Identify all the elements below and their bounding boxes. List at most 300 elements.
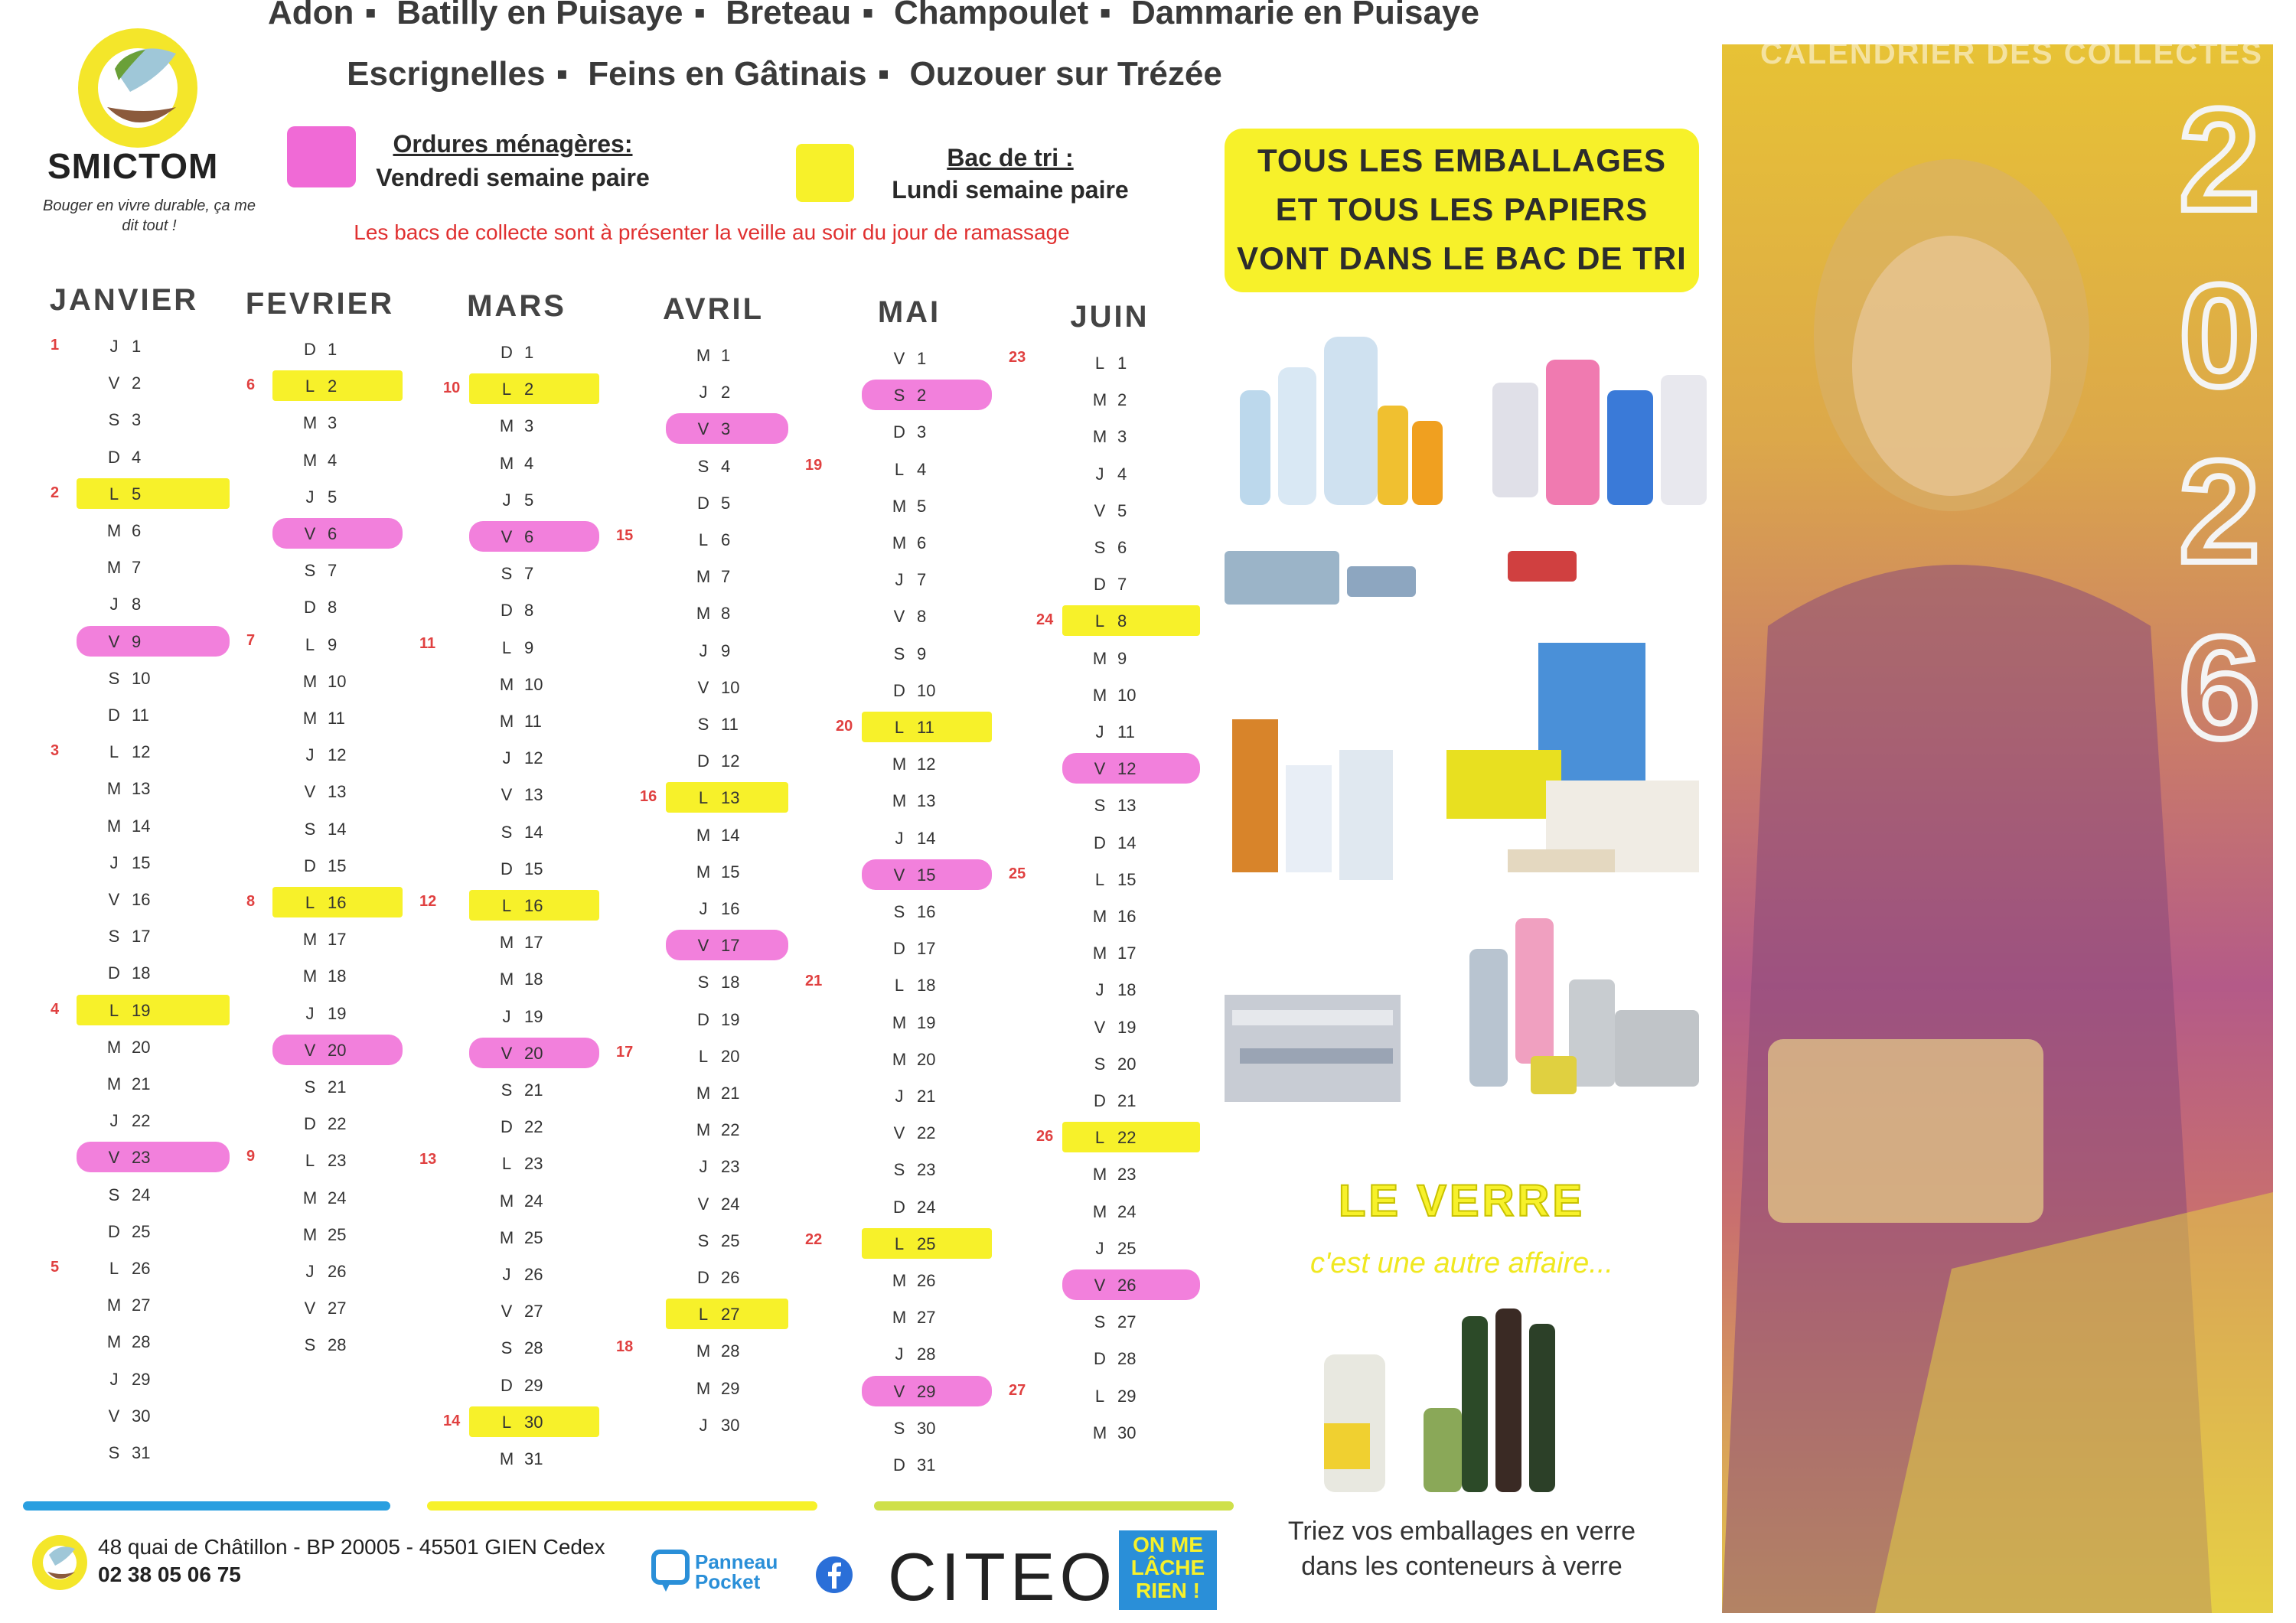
- day-row: [871, 561, 1024, 595]
- day-number: 6: [328, 524, 338, 543]
- day-number: 11: [328, 709, 345, 728]
- weekday-letter: D: [501, 859, 513, 878]
- weekday-letter: M: [1092, 390, 1107, 410]
- day-number: 16: [1117, 907, 1137, 926]
- panneau-pocket-label[interactable]: Panneau Pocket: [695, 1550, 778, 1593]
- day-row: [1071, 898, 1225, 931]
- day-row: [478, 629, 631, 663]
- day-row: [675, 1185, 828, 1219]
- day-row: [86, 660, 239, 693]
- day-number: 7: [721, 567, 731, 587]
- day-row: [86, 1139, 239, 1172]
- weekday-letter: J: [305, 1003, 315, 1023]
- year-digit: 2: [2179, 79, 2260, 241]
- day-number: 14: [721, 825, 740, 845]
- weekday-letter: M: [892, 533, 907, 552]
- week-number: 12: [419, 893, 437, 910]
- panneau-pocket-icon[interactable]: [651, 1549, 690, 1593]
- day-number: 31: [917, 1455, 936, 1475]
- day-number: 12: [721, 751, 740, 771]
- weekday-letter: L: [698, 1046, 709, 1066]
- day-row: [86, 1434, 239, 1468]
- weekday-letter: M: [499, 1449, 514, 1468]
- day-number: 30: [524, 1412, 543, 1432]
- day-row: [282, 1068, 435, 1102]
- commune: Batilly en Puisaye: [396, 0, 683, 31]
- weekday-letter: S: [893, 644, 905, 663]
- day-row: [86, 770, 239, 803]
- day-row: [478, 518, 634, 552]
- weekday-letter: M: [1092, 648, 1107, 668]
- day-row: [86, 1397, 239, 1431]
- day-row: [675, 1259, 828, 1292]
- day-number: 14: [524, 822, 543, 842]
- weekday-letter: L: [1094, 869, 1105, 889]
- weekday-letter: M: [499, 712, 514, 731]
- weekday-letter: L: [894, 1234, 905, 1253]
- week-number: 18: [616, 1338, 634, 1356]
- weekday-letter: D: [304, 340, 316, 359]
- day-row: [675, 927, 828, 960]
- day-row: [478, 998, 631, 1031]
- day-number: 22: [132, 1111, 151, 1131]
- day-row: [1071, 1377, 1225, 1411]
- day-row: [1071, 1414, 1225, 1448]
- week-number: 4: [51, 1000, 60, 1018]
- day-number: 27: [1117, 1312, 1137, 1332]
- day-row: [1071, 676, 1225, 710]
- day-row: [1071, 418, 1225, 451]
- weekday-letter: M: [302, 930, 318, 950]
- weekday-letter: S: [501, 822, 513, 842]
- day-row: [1071, 565, 1225, 599]
- day-row: [86, 1102, 239, 1136]
- weekday-letter: V: [108, 373, 120, 393]
- weekday-letter: L: [109, 1000, 119, 1020]
- day-number: 6: [917, 533, 927, 552]
- day-row: [675, 1406, 828, 1440]
- day-row: [871, 1151, 1024, 1185]
- day-number: 13: [917, 791, 936, 811]
- day-number: 4: [524, 453, 534, 473]
- weekday-letter: J: [895, 828, 904, 848]
- weekday-letter: S: [108, 927, 120, 947]
- day-row: [675, 669, 828, 702]
- day-row: [871, 487, 1024, 521]
- weekday-letter: D: [893, 422, 905, 442]
- day-row: [1071, 861, 1225, 895]
- year-digit: 0: [2179, 255, 2260, 417]
- day-row: [86, 549, 239, 582]
- day-number: 25: [1117, 1238, 1137, 1258]
- day-row: [1071, 455, 1225, 489]
- weekday-letter: S: [501, 1338, 513, 1358]
- weekday-letter: J: [109, 595, 119, 614]
- day-number: 24: [524, 1191, 543, 1211]
- tri-day: Lundi semaine paire: [892, 176, 1129, 204]
- day-row: [86, 1028, 239, 1062]
- weekday-letter: J: [1095, 980, 1104, 1000]
- cartons-image: [1232, 643, 1699, 880]
- phone[interactable]: 02 38 05 06 75: [98, 1563, 241, 1586]
- day-row: [1071, 787, 1225, 820]
- weekday-letter: L: [698, 1305, 709, 1325]
- weekday-letter: J: [305, 1262, 315, 1281]
- day-number: 16: [328, 893, 347, 912]
- weekday-letter: D: [304, 598, 316, 618]
- weekday-letter: L: [698, 788, 709, 808]
- weekday-letter: L: [894, 976, 905, 996]
- day-row: [871, 1004, 1024, 1038]
- day-number: 2: [328, 376, 338, 396]
- ordures-day: Vendredi semaine paire: [376, 164, 650, 191]
- day-row: [675, 1074, 828, 1108]
- day-number: 24: [721, 1194, 740, 1214]
- weekday-letter: V: [893, 607, 905, 627]
- on-me-lache-rien-logo: ON ME LÂCHE RIEN !: [1119, 1530, 1217, 1610]
- day-number: 30: [721, 1415, 740, 1435]
- weekday-letter: V: [501, 1043, 513, 1063]
- verre-note-line-1: Triez vos emballages en verre: [1287, 1517, 1636, 1546]
- day-row: [282, 663, 435, 696]
- commune: Champoulet: [893, 0, 1089, 31]
- day-number: 30: [1117, 1423, 1137, 1442]
- weekday-letter: L: [698, 530, 709, 549]
- citeo-logo: CITEO: [888, 1539, 1117, 1615]
- day-row: [871, 413, 1024, 447]
- day-number: 30: [917, 1418, 936, 1438]
- ordures-swatch: [287, 126, 356, 187]
- day-number: 4: [328, 450, 338, 470]
- weekday-letter: V: [501, 1302, 513, 1322]
- day-number: 27: [917, 1308, 936, 1328]
- weekday-letter: L: [305, 376, 315, 396]
- weekday-letter: J: [895, 1087, 904, 1106]
- weekday-letter: M: [696, 825, 711, 845]
- weekday-letter: V: [893, 1381, 905, 1401]
- day-row: [282, 736, 435, 770]
- footer-logo-icon: [29, 1532, 90, 1593]
- day-number: 4: [721, 456, 731, 476]
- year-digit: 6: [2179, 607, 2260, 769]
- day-row: [871, 893, 1024, 927]
- day-row: [871, 966, 1024, 1000]
- day-number: 2: [524, 380, 534, 399]
- day-number: 11: [721, 715, 739, 734]
- day-number: 20: [328, 1040, 347, 1060]
- weekday-letter: J: [109, 337, 119, 356]
- weekday-letter: M: [106, 521, 122, 540]
- day-number: 22: [721, 1120, 740, 1140]
- day-row: [871, 1299, 1024, 1332]
- day-number: 10: [917, 680, 936, 700]
- day-number: 4: [1117, 464, 1127, 484]
- day-row: [282, 588, 435, 622]
- weekday-letter: V: [304, 782, 316, 802]
- weekday-letter: J: [1095, 464, 1104, 484]
- weekday-letter: L: [109, 484, 119, 504]
- day-row: [675, 484, 828, 518]
- day-number: 24: [1117, 1201, 1137, 1221]
- weekday-letter: L: [501, 380, 512, 399]
- week-number: 14: [443, 1412, 461, 1429]
- day-row: [871, 820, 1024, 853]
- promo-line-1: TOUS LES EMBALLAGES: [1257, 142, 1666, 178]
- day-row: [871, 1114, 1024, 1148]
- weekday-letter: D: [697, 1009, 709, 1029]
- communes-line-2: Escrignelles ▪ Feins en Gâtinais ▪ Ouzouer sur Trézée: [347, 55, 1222, 93]
- weekday-letter: M: [696, 346, 711, 365]
- weekday-letter: J: [699, 899, 708, 918]
- day-number: 22: [524, 1117, 543, 1137]
- weekday-letter: M: [892, 1308, 907, 1328]
- communes-line-1: Adon ▪ Batilly en Puisaye ▪ Breteau ▪ Champoulet ▪ Dammarie en Puisaye: [268, 0, 1301, 32]
- day-row: [871, 1188, 1024, 1222]
- day-row: [478, 924, 631, 957]
- commune: Breteau: [726, 0, 852, 31]
- day-number: 5: [917, 496, 927, 516]
- weekday-letter: M: [499, 453, 514, 473]
- day-row: [675, 742, 828, 776]
- promo-line-3: VONT DANS LE BAC DE TRI: [1237, 240, 1687, 276]
- day-row: [871, 1041, 1024, 1074]
- day-row: [1071, 1009, 1225, 1042]
- weekday-letter: D: [304, 855, 316, 875]
- weekday-letter: V: [893, 865, 905, 885]
- day-number: 8: [917, 607, 927, 627]
- detergent-bottles-image: [1492, 360, 1707, 582]
- weekday-letter: J: [109, 1369, 119, 1389]
- day-number: 26: [132, 1259, 151, 1278]
- day-number: 2: [721, 383, 731, 402]
- week-number: 17: [616, 1043, 634, 1061]
- day-number: 4: [132, 447, 142, 467]
- calendar-title: CALENDRIER DES COLLECTES: [1760, 37, 2263, 70]
- day-row: [871, 598, 1024, 631]
- day-row: [478, 666, 631, 699]
- day-number: 18: [721, 973, 740, 992]
- day-number: 20: [132, 1037, 151, 1057]
- weekday-letter: V: [1094, 500, 1106, 520]
- day-number: 24: [132, 1185, 151, 1204]
- day-number: 12: [1117, 759, 1137, 779]
- day-number: 25: [721, 1230, 740, 1250]
- weekday-letter: S: [697, 456, 709, 476]
- day-number: 9: [328, 634, 338, 654]
- day-row: [1071, 824, 1225, 858]
- weekday-letter: M: [892, 754, 907, 774]
- month-name: JUIN: [1070, 300, 1150, 334]
- promo-box: [1225, 129, 1699, 292]
- day-number: 15: [917, 865, 936, 885]
- week-number: 8: [246, 893, 256, 910]
- facebook-icon[interactable]: [814, 1555, 854, 1595]
- day-row: [675, 595, 828, 628]
- day-row: [1071, 602, 1225, 636]
- weekday-letter: J: [502, 748, 511, 768]
- day-number: 23: [524, 1154, 543, 1174]
- day-row: [871, 1373, 1024, 1406]
- weekday-letter: D: [501, 343, 513, 362]
- weekday-letter: S: [1094, 538, 1106, 557]
- day-number: 8: [132, 595, 142, 614]
- day-row: [86, 512, 239, 546]
- day-row: [1071, 1340, 1225, 1374]
- weekday-letter: J: [699, 383, 708, 402]
- weekday-letter: M: [696, 567, 711, 587]
- week-number: 3: [51, 742, 60, 760]
- day-row: [282, 1179, 435, 1213]
- week-number: 20: [836, 718, 853, 735]
- day-number: 19: [1117, 1017, 1137, 1037]
- day-row: [675, 632, 828, 666]
- day-number: 8: [1117, 611, 1127, 631]
- day-number: 13: [132, 779, 151, 799]
- month-name: AVRIL: [662, 292, 765, 326]
- day-number: 29: [524, 1375, 543, 1395]
- day-row: [86, 1213, 239, 1247]
- week-number: 2: [51, 484, 60, 501]
- day-number: 6: [524, 527, 534, 546]
- day-number: 3: [328, 413, 338, 433]
- year-digit: 2: [2179, 431, 2260, 593]
- day-row: [86, 807, 239, 841]
- commune: Adon: [268, 0, 354, 31]
- day-number: 11: [1117, 722, 1135, 741]
- day-number: 4: [917, 459, 927, 479]
- day-number: 1: [524, 343, 534, 362]
- weekday-letter: J: [895, 570, 904, 590]
- weekday-letter: M: [696, 1120, 711, 1140]
- weekday-letter: L: [305, 1151, 315, 1171]
- weekday-letter: V: [304, 1299, 316, 1318]
- day-row: [871, 340, 1024, 373]
- weekday-letter: D: [697, 1268, 709, 1287]
- day-row: [871, 672, 1024, 706]
- day-row: [478, 592, 631, 625]
- weekday-letter: L: [1094, 611, 1105, 631]
- week-number: 26: [1036, 1128, 1054, 1146]
- weekday-letter: J: [699, 1157, 708, 1177]
- day-number: 16: [132, 890, 151, 909]
- day-number: 23: [132, 1148, 151, 1168]
- day-row: [86, 623, 239, 657]
- day-number: 31: [132, 1443, 151, 1462]
- day-row: [478, 1071, 631, 1105]
- weekday-letter: V: [304, 1040, 316, 1060]
- weekday-letter: V: [108, 890, 120, 909]
- weekday-letter: L: [501, 896, 512, 915]
- day-number: 17: [1117, 943, 1137, 963]
- weekday-letter: D: [501, 1375, 513, 1395]
- day-number: 15: [524, 859, 543, 878]
- tri-title: Bac de tri :: [947, 144, 1074, 171]
- commune: Ouzouer sur Trézée: [909, 55, 1222, 93]
- weekday-letter: M: [302, 966, 318, 986]
- day-row: [675, 1001, 828, 1035]
- weekday-letter: M: [1092, 1201, 1107, 1221]
- weekday-letter: L: [1094, 1128, 1105, 1148]
- day-number: 20: [1117, 1054, 1137, 1074]
- verre-note-line-2: dans les conteneurs à verre: [1301, 1552, 1623, 1581]
- day-row: [1071, 1082, 1225, 1116]
- weekday-letter: M: [499, 416, 514, 436]
- day-row: [282, 552, 435, 585]
- weekday-letter: S: [304, 561, 316, 581]
- day-row: [478, 481, 631, 515]
- weekday-letter: J: [109, 1111, 119, 1131]
- day-number: 19: [721, 1009, 740, 1029]
- day-number: 9: [1117, 648, 1127, 668]
- day-number: 28: [328, 1335, 347, 1355]
- weekday-letter: L: [305, 634, 315, 654]
- weekday-letter: D: [1094, 575, 1106, 595]
- day-row: [1071, 344, 1225, 378]
- weekday-letter: M: [1092, 1423, 1107, 1442]
- day-row: [282, 884, 435, 917]
- day-number: 19: [917, 1012, 936, 1032]
- day-number: 5: [132, 484, 142, 504]
- weekday-letter: S: [501, 564, 513, 584]
- day-row: [86, 992, 239, 1025]
- day-row: [1071, 1303, 1225, 1337]
- weekday-letter: L: [894, 718, 905, 737]
- day-row: [478, 1145, 631, 1178]
- day-number: 22: [328, 1114, 347, 1134]
- weekday-letter: M: [696, 604, 711, 624]
- day-row: [478, 1035, 634, 1068]
- day-number: 23: [917, 1160, 936, 1180]
- day-number: 19: [132, 1000, 151, 1020]
- weekday-letter: J: [305, 487, 315, 507]
- day-row: [675, 1148, 828, 1181]
- day-row: [86, 1176, 239, 1210]
- glass-bottles-image: [1309, 1301, 1600, 1500]
- day-row: [86, 438, 239, 472]
- weekday-letter: V: [1094, 1276, 1106, 1295]
- weekday-letter: M: [302, 1224, 318, 1244]
- day-number: 28: [1117, 1349, 1137, 1369]
- weekday-letter: L: [109, 742, 119, 762]
- commune: Escrignelles: [347, 55, 546, 93]
- day-row: [282, 1105, 435, 1139]
- day-number: 15: [1117, 869, 1137, 889]
- day-number: 25: [917, 1234, 936, 1253]
- day-number: 25: [328, 1224, 347, 1244]
- weekday-letter: V: [697, 1194, 709, 1214]
- day-row: [675, 779, 828, 813]
- day-row: [86, 1065, 239, 1099]
- day-number: 9: [132, 631, 142, 651]
- day-row: [675, 410, 828, 444]
- day-row: [478, 1440, 631, 1474]
- day-row: [675, 890, 828, 924]
- day-number: 18: [524, 970, 543, 989]
- week-number: 16: [640, 788, 657, 806]
- day-number: 10: [328, 671, 347, 691]
- weekday-letter: V: [697, 419, 709, 439]
- day-row: [282, 1142, 435, 1175]
- week-number: 27: [1009, 1381, 1026, 1399]
- day-row: [675, 1038, 828, 1071]
- weekday-letter: V: [893, 349, 905, 368]
- weekday-letter: M: [1092, 427, 1107, 447]
- day-number: 13: [328, 782, 347, 802]
- day-row: [282, 995, 435, 1028]
- day-row: [86, 1323, 239, 1357]
- day-row: [478, 1403, 631, 1437]
- day-number: 13: [721, 788, 740, 808]
